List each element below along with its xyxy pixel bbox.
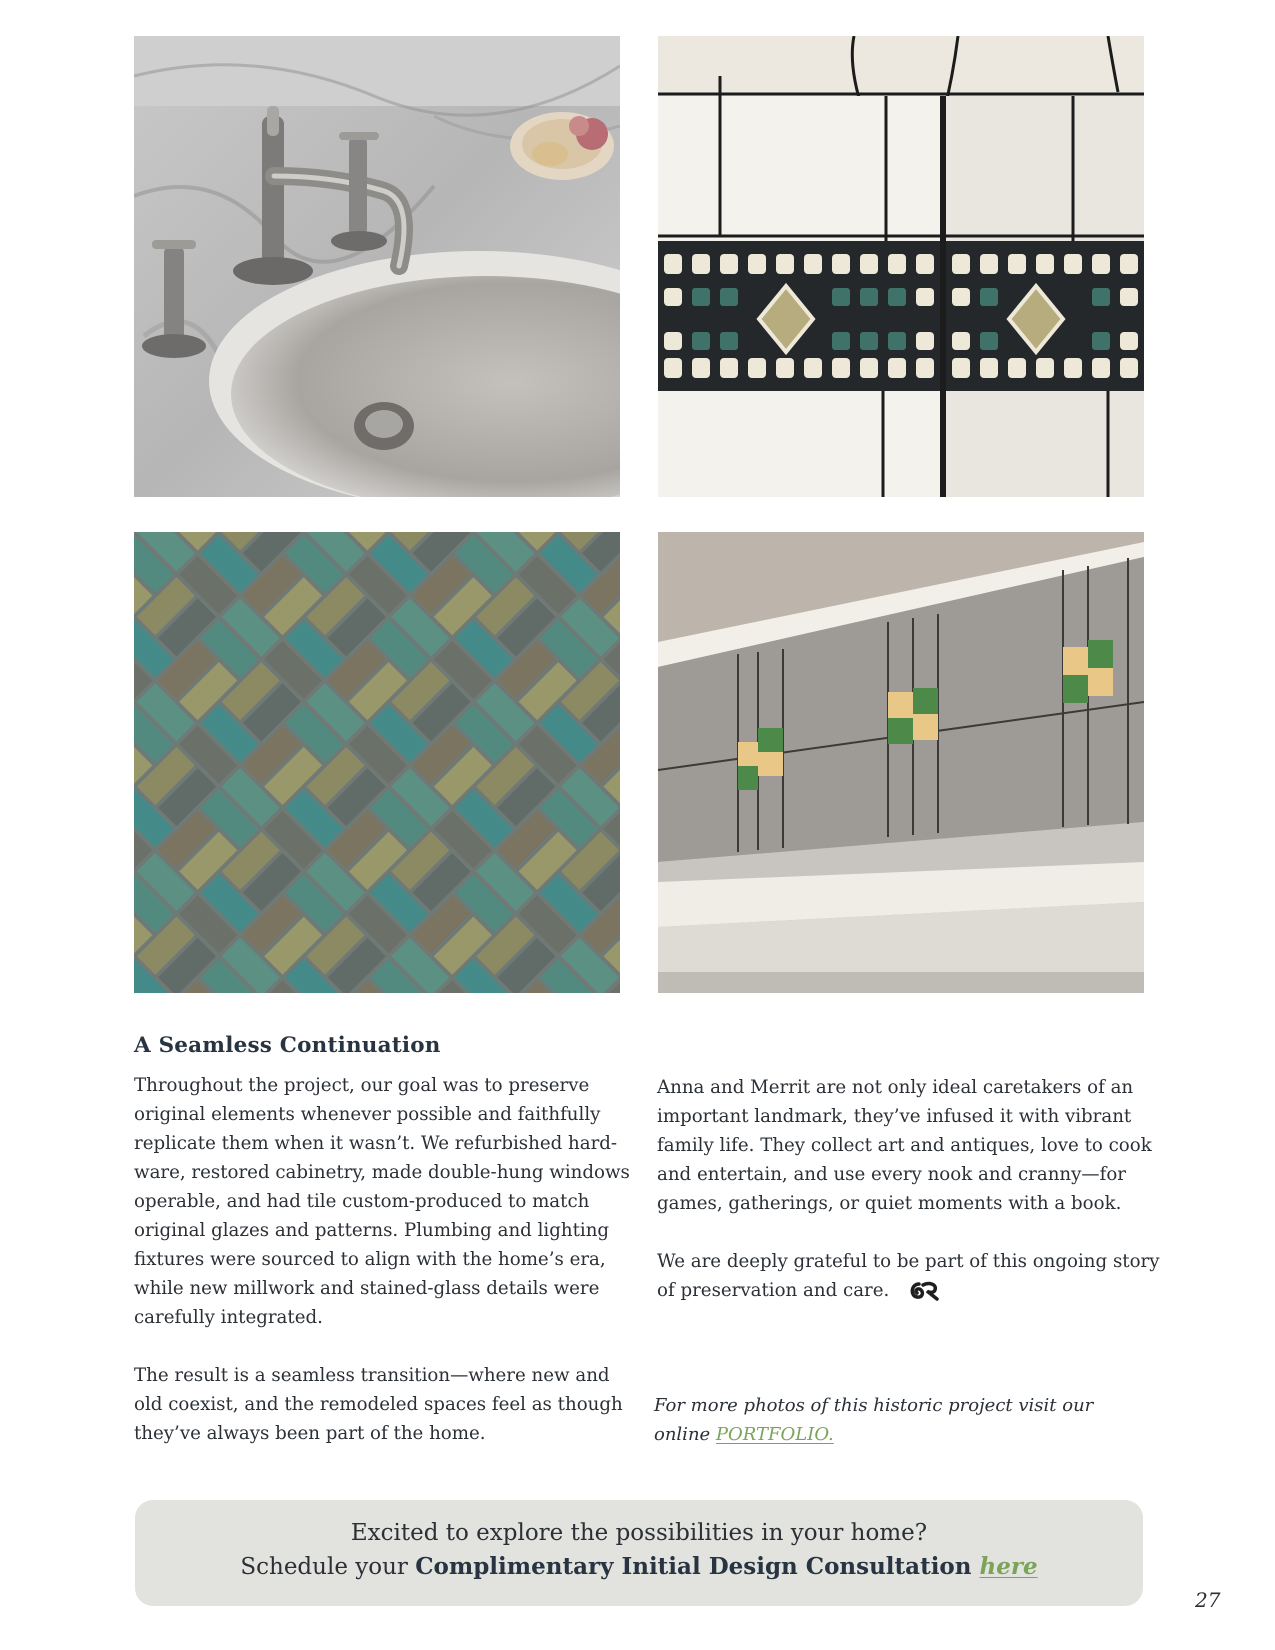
text-line: original glazes and patterns. Plumbing and lighting: [134, 1220, 610, 1241]
text-line: important landmark, they’ve infused it with vibrant: [657, 1106, 1132, 1127]
schedule-here-link[interactable]: here: [979, 1553, 1038, 1580]
text-line: old coexist, and the remodeled spaces feel as though: [134, 1394, 623, 1415]
note-line: [654, 1420, 1093, 1449]
text-line: Anna and Merrit are not only ideal caretakers of an: [657, 1077, 1134, 1098]
note-prefix: online: [654, 1424, 716, 1445]
text-line: operable, and had tile custom-produced to match: [134, 1191, 590, 1212]
callout-prefix: Schedule your: [240, 1554, 416, 1580]
text-line: original elements whenever possible and faithfully: [134, 1104, 601, 1125]
text-line: fixtures were sourced to align with the home’s era,: [134, 1249, 606, 1270]
left-paragraph-2: [134, 1361, 623, 1448]
text-line: The result is a seamless transition—where new and: [134, 1365, 610, 1386]
text-line: and entertain, and use every nook and cranny—for: [657, 1164, 1126, 1185]
text-line: family life. They collect art and antiques, love to cook: [657, 1135, 1152, 1156]
text-line: carefully integrated.: [134, 1307, 323, 1328]
page-number: 27: [1195, 1588, 1221, 1612]
text-line-with-mark: [657, 1276, 1160, 1305]
left-paragraph-1: [134, 1071, 630, 1332]
text-line: they’ve always been part of the home.: [134, 1423, 486, 1444]
tile-border-photo: [658, 36, 1144, 497]
callout-schedule: [135, 1553, 1143, 1580]
callout-consultation-title: Complimentary Initial Design Consultation: [415, 1553, 972, 1580]
text-line: of preservation and care.: [657, 1280, 890, 1301]
section-heading: A Seamless Continuation: [134, 1033, 441, 1058]
right-paragraph-2: [657, 1247, 1160, 1305]
text-line: We are deeply grateful to be part of this ongoing story: [657, 1251, 1160, 1272]
text-line: replicate them when it wasn’t. We refurbished hard-: [134, 1133, 618, 1154]
callout-question: Excited to explore the possibilities in your home?: [350, 1520, 928, 1546]
sink-photo: [134, 36, 620, 497]
text-line: Throughout the project, our goal was to preserve: [134, 1075, 590, 1096]
stained-glass-photo: [658, 532, 1144, 993]
text-line: while new millwork and stained-glass details were: [134, 1278, 600, 1299]
right-paragraph-1: [657, 1073, 1152, 1218]
consultation-callout: [135, 1500, 1143, 1606]
portfolio-note: [654, 1391, 1093, 1449]
note-line: For more photos of this historic project visit our: [654, 1395, 1094, 1416]
portfolio-link[interactable]: PORTFOLIO.: [715, 1424, 834, 1445]
ornament-end-mark-icon: [907, 1280, 943, 1302]
herringbone-photo: [134, 532, 620, 993]
text-line: ware, restored cabinetry, made double-hung windows: [134, 1162, 630, 1183]
text-line: games, gatherings, or quiet moments with a book.: [657, 1193, 1122, 1214]
